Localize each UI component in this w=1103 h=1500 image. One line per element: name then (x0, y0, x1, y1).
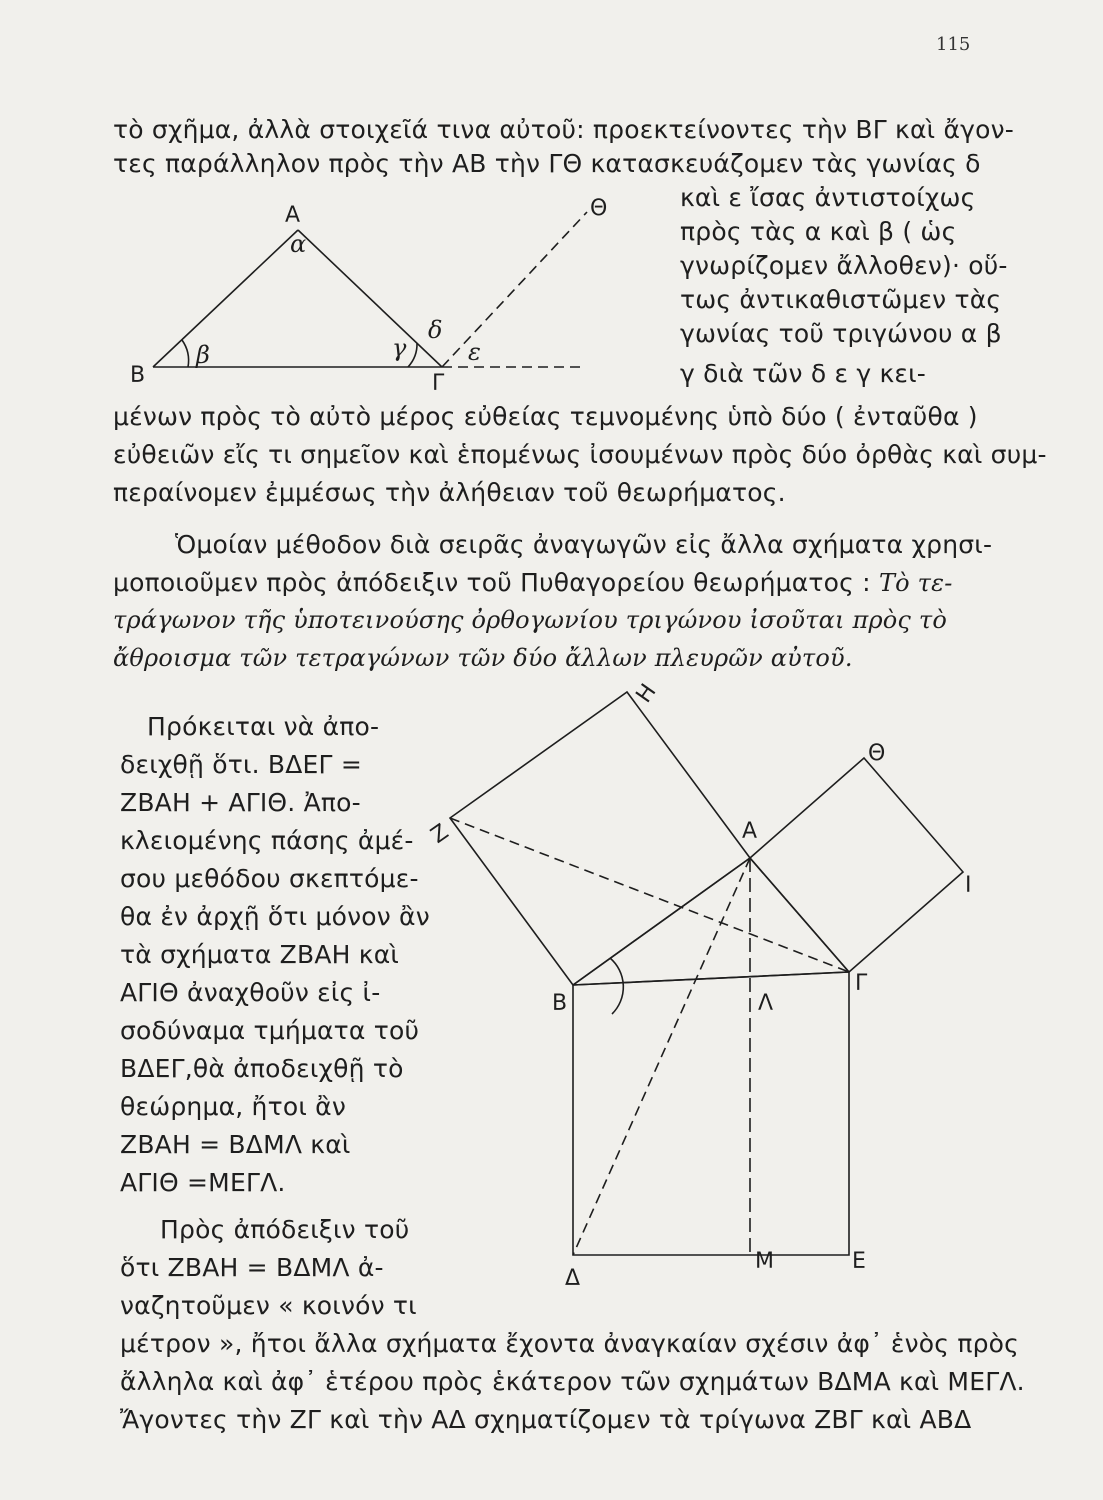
square-zbah (450, 692, 750, 985)
text-line: εὐθειῶν εἴς τι σημεῖον καὶ ἑπομένως ἰσουμένων πρὸς δύο ὀρθὰς καὶ συμ- (113, 440, 1047, 469)
label-vertex-g: Γ (432, 371, 445, 396)
label-h: Η (631, 679, 662, 708)
text-line: τὰ σχήματα ΖΒΑΗ καὶ (120, 940, 400, 969)
text-line: ΖΒΑΗ + ΑΓΙΘ. Ἀπο- (120, 788, 361, 817)
parallel-gth (442, 212, 587, 367)
arc-angle-b (610, 958, 623, 1014)
label-vertex-b: Β (130, 363, 146, 388)
text-line: σου μεθόδου σκεπτόμε- (120, 864, 419, 893)
text-line: μέτρον », ἤτοι ἄλλα σχήματα ἔχοντα ἀναγκαίαν σχέσιν ἀφ᾿ ἑνὸς πρὸς (120, 1329, 1020, 1358)
label-angle-gamma: γ (392, 334, 407, 362)
label-vertex-th: Θ (590, 196, 608, 221)
text-line: δειχθῇ ὅτι. ΒΔΕΓ = (120, 750, 362, 779)
label-angle-alpha: α (290, 230, 307, 258)
label-angle-epsilon: ε (468, 338, 481, 366)
text-line: ναζητοῦμεν « κοινόν τι (120, 1291, 417, 1320)
text-line: περαίνομεν ἐμμέσως τὴν ἀλήθειαν τοῦ θεωρήματος. (113, 478, 786, 507)
text-line: καὶ ε ἴσας ἀντιστοίχως (680, 183, 976, 212)
text-line: Πρόκειται νὰ ἀπο- (147, 712, 380, 741)
text-line: ὅτι ΖΒΑΗ = ΒΔΜΛ ἀ- (120, 1253, 384, 1282)
text-line: ἄλληλα καὶ ἀφ᾿ ἑτέρου πρὸς ἑκάτερον τῶν σχημάτων ΒΔΜΑ καὶ ΜΕΓΛ. (120, 1367, 1025, 1396)
text-line: Ἄγοντες τὴν ΖΓ καὶ τὴν ΑΔ σχηματίζομεν τὰ τρίγωνα ΖΒΓ καὶ ΑΒΔ (120, 1405, 972, 1434)
label-angle-delta: δ (428, 316, 443, 344)
label-a: Α (742, 819, 758, 844)
hypotenuse-bg (573, 972, 849, 985)
label-th: Θ (868, 741, 886, 766)
dashed-zg (450, 818, 849, 972)
dashed-ad (573, 858, 750, 1255)
text-line: πρὸς τὰς α καὶ β ( ὡς (680, 217, 957, 246)
text-line: θεώρημα, ἤτοι ἂν (120, 1092, 346, 1121)
figure2-labels (427, 680, 972, 1291)
side-ag (298, 230, 442, 367)
label-m: Μ (755, 1249, 774, 1274)
label-i: Ι (965, 873, 972, 898)
figure1-labels (130, 196, 607, 396)
square-agith (750, 758, 963, 972)
side-ba (573, 858, 750, 985)
figure-triangle-angles (153, 212, 587, 367)
text-line: γωνίας τοῦ τριγώνου α β (680, 319, 1002, 348)
square-bdeg (573, 972, 849, 1255)
text-line: κλειομένης πάσης ἀμέ- (120, 826, 414, 855)
text-line: μένων πρὸς τὸ αὐτὸ μέρος εὐθείας τεμνομένης ὑπὸ δύο ( ἐνταῦθα ) (113, 402, 978, 431)
side-ab (153, 230, 298, 367)
side-ag (750, 858, 849, 972)
text-line: γνωρίζομεν ἄλλοθεν)· οὕ- (680, 251, 1008, 280)
text-line: ΖΒΑΗ = ΒΔΜΛ καὶ (120, 1130, 351, 1159)
theorem-italic: ἄθροισμα τῶν τετραγώνων τῶν δύο ἄλλων πλευρῶν αὐτοῦ. (113, 644, 853, 672)
text-line: Ὁμοίαν μέθοδον διὰ σειρᾶς ἀναγωγῶν εἰς ἄλλα σχήματα χρησι- (175, 530, 993, 559)
arc-gamma (408, 343, 417, 367)
page-number: 115 (936, 34, 971, 55)
text-line: τως ἀντικαθιστῶμεν τὰς (680, 285, 1002, 314)
text-line: ΒΔΕΓ,θὰ ἀποδειχθῇ τὸ (120, 1054, 404, 1083)
text-line: τες παράλληλον πρὸς τὴν ΑΒ τὴν ΓΘ κατασκευάζομεν τὰς γωνίας δ (113, 149, 981, 178)
figure-pythagoras (450, 692, 963, 1255)
theorem-italic: τράγωνον τῆς ὑποτεινούσης ὀρθογωνίου τριγώνου ἰσοῦται πρὸς τὸ (113, 606, 948, 634)
label-b: Β (552, 991, 568, 1016)
label-l: Λ (758, 991, 774, 1016)
text-line: γ διὰ τῶν δ ε γ κει- (680, 359, 926, 388)
text-line: σοδύναμα τμήματα τοῦ (120, 1016, 420, 1045)
label-d: Δ (565, 1266, 581, 1291)
label-e: Ε (852, 1249, 866, 1274)
arc-beta (182, 340, 189, 367)
label-z: Ζ (426, 819, 454, 849)
label-angle-beta: β (196, 341, 210, 369)
text-line: τὸ σχῆμα, ἀλλὰ στοιχεῖά τινα αὐτοῦ: προεκτείνοντες τὴν ΒΓ καὶ ἄγον- (113, 115, 1015, 144)
theorem-italic: Τὸ τε- (878, 569, 953, 597)
label-g: Γ (855, 971, 868, 996)
text-line: θα ἐν ἀρχῇ ὅτι μόνον ἂν (120, 902, 430, 931)
label-vertex-a: Α (285, 203, 301, 228)
text-line: ΑΓΙΘ =ΜΕΓΛ. (120, 1168, 286, 1197)
text-line: ΑΓΙΘ ἀναχθοῦν εἰς ἰ- (120, 978, 381, 1007)
text-normal: μοποιοῦμεν πρὸς ἀπόδειξιν τοῦ Πυθαγορείου θεωρήματος : (113, 568, 879, 597)
text-line: Πρὸς ἀπόδειξιν τοῦ (160, 1215, 410, 1244)
